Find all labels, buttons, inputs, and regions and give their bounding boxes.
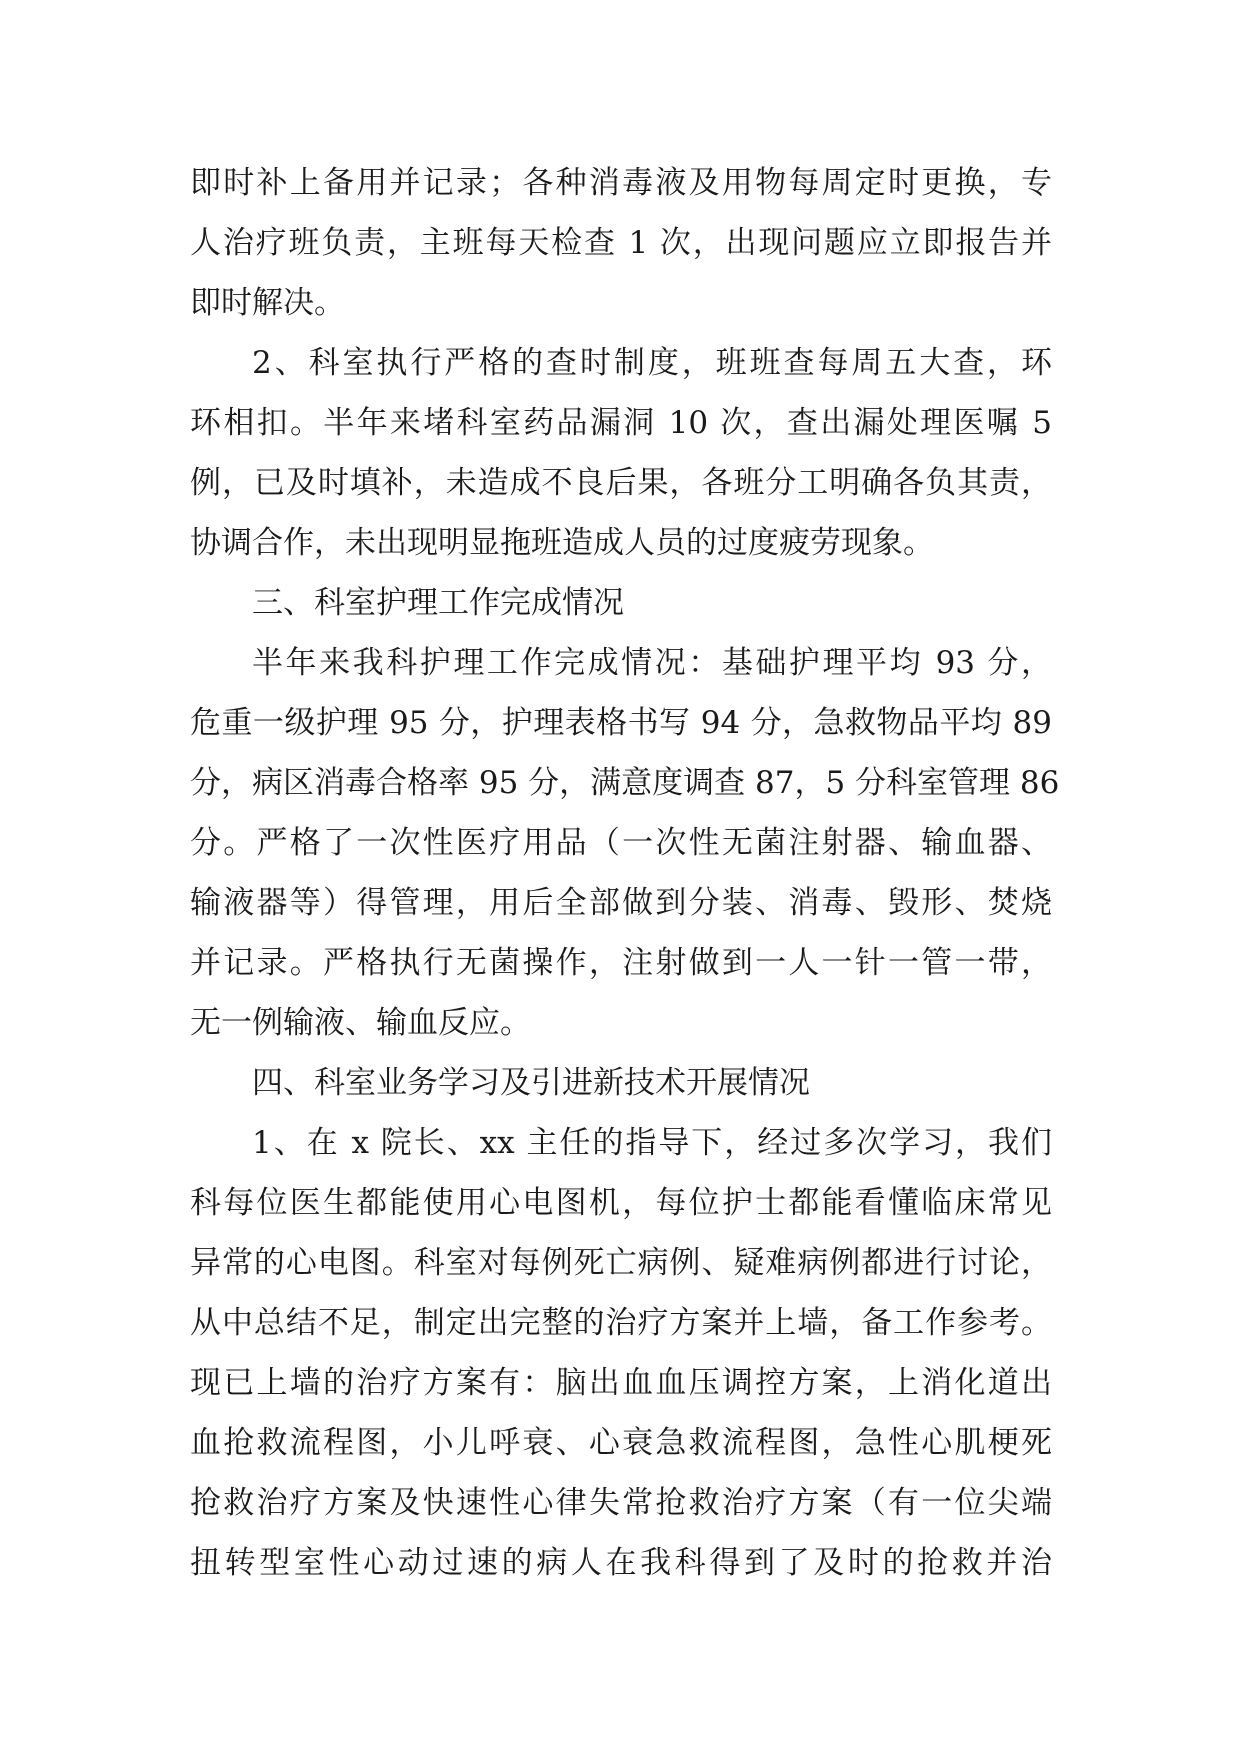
text-line: 现已上墙的治疗方案有：脑出血血压调控方案，上消化道出 <box>190 1365 1052 1401</box>
text-line: 扭转型室性心动过速的病人在我科得到了及时的抢救并治 <box>190 1545 1052 1581</box>
text-line: 从中总结不足，制定出完整的治疗方案并上墙，备工作参考。 <box>190 1305 1052 1341</box>
text-line: 分。严格了一次性医疗用品（一次性无菌注射器、输血器、 <box>190 825 1052 861</box>
text-line: 例，已及时填补，未造成不良后果，各班分工明确各负其责， <box>190 465 1052 501</box>
text-line: 分，病区消毒合格率 95 分，满意度调查 87，5 分科室管理 86 <box>190 765 1060 801</box>
paragraph-start: 2、科室执行严格的查时制度，班班查每周五大查，环 <box>252 345 1052 381</box>
paragraph-start: 半年来我科护理工作完成情况：基础护理平均 93 分， <box>252 645 1052 681</box>
text-line: 无一例输液、输血反应。 <box>190 1005 531 1041</box>
text-line: 科每位医生都能使用心电图机，每位护士都能看懂临床常见 <box>190 1185 1052 1221</box>
paragraph-start: 1、在 x 院长、xx 主任的指导下，经过多次学习，我们 <box>252 1125 1052 1161</box>
text-line: 异常的心电图。科室对每例死亡病例、疑难病例都进行讨论， <box>190 1245 1052 1281</box>
text-line: 危重一级护理 95 分，护理表格书写 94 分，急救物品平均 89 <box>190 705 1052 741</box>
text-line: 人治疗班负责，主班每天检查 1 次，出现问题应立即报告并 <box>190 225 1052 261</box>
text-line: 即时补上备用并记录；各种消毒液及用物每周定时更换，专 <box>190 165 1052 201</box>
text-line: 环相扣。半年来堵科室药品漏洞 10 次，查出漏处理医嘱 5 <box>190 405 1052 441</box>
text-line: 输液器等）得管理，用后全部做到分装、消毒、毁形、焚烧 <box>190 885 1052 921</box>
section-heading: 四、科室业务学习及引进新技术开展情况 <box>252 1065 810 1101</box>
body-text <box>190 153 1060 1593</box>
text-line: 即时解决。 <box>190 285 345 321</box>
text-line: 协调合作，未出现明显拖班造成人员的过度疲劳现象。 <box>190 525 934 561</box>
text-line: 抢救治疗方案及快速性心律失常抢救治疗方案（有一位尖端 <box>190 1485 1052 1521</box>
text-line: 并记录。严格执行无菌操作，注射做到一人一针一管一带， <box>190 945 1052 981</box>
section-heading: 三、科室护理工作完成情况 <box>252 585 624 621</box>
text-line: 血抢救流程图，小儿呼衰、心衰急救流程图，急性心肌梗死 <box>190 1425 1052 1461</box>
